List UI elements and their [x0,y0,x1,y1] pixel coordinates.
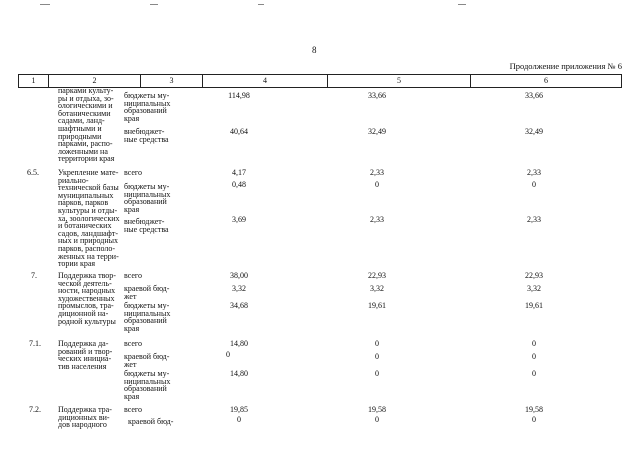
cell-col4: 14,80 [230,369,248,378]
cell-col4: 3,69 [232,215,246,224]
cell-col5: 0 [375,339,379,348]
cell-col6: 19,61 [525,301,543,310]
cell-col5: 22,93 [368,271,386,280]
header-col-1: 1 [19,75,49,87]
cell-col4: 114,98 [228,91,250,100]
header-col-5: 5 [328,75,471,87]
source-label: бюджеты му- ниципальных образований края [124,369,171,401]
source-label: краевой бюд- жет [124,352,170,369]
row-number: 7.1. [29,339,41,348]
cell-col5: 19,61 [368,301,386,310]
cell-col6: 0 [532,415,536,424]
row-number: 6.5. [27,168,39,177]
cell-col5: 0 [375,180,379,189]
cell-col6: 33,66 [525,91,543,100]
row-name: Поддержка твор- ческой деятель- ности, народных художественных промыслов, тра- диционной на- родной культуры [58,271,116,326]
cell-col4: 0 [226,350,230,359]
scan-mark [458,4,466,5]
row-name: Укрепление мате- риально- технической базы муниципальных парков, парков культуры и отды- ха, зоологических и ботанических садов, ландшафт- ных и природных парков, располо- женных на терри- тории края [58,168,120,269]
row-name: Поддержка да- рований и твор- ческих инициа- тив населения [58,339,113,371]
cell-col4: 3,32 [232,284,246,293]
source-label: краевой бюд- жет [124,284,170,301]
cell-col5: 0 [375,352,379,361]
cell-col5: 2,33 [370,168,384,177]
source-label: всего [124,168,143,177]
cell-col4: 40,64 [230,127,248,136]
cell-col5: 0 [375,369,379,378]
cell-col4: 34,68 [230,301,248,310]
row-name: Поддержка тра- диционных ви- дов народного [58,405,112,430]
cell-col6: 0 [532,369,536,378]
cell-col6: 2,33 [527,168,541,177]
cell-col4: 19,85 [230,405,248,414]
cell-col6: 19,58 [525,405,543,414]
scan-mark [150,4,158,5]
row-number: 7.2. [29,405,41,414]
source-label: всего [124,339,143,348]
source-label: бюджеты му- ниципальных образований края [124,91,171,123]
source-label: всего [124,271,143,280]
cell-col6: 0 [532,352,536,361]
source-label: внебюджет- ные средства [124,217,169,234]
row-name: парками культу- ры и отдыха, зо- ологическими и ботаническими садами, ланд- шафтными и природными парками, распо- ложенными на территории края [58,86,115,164]
row-number: 7. [31,271,37,280]
cell-col4: 38,00 [230,271,248,280]
source-label: бюджеты му- ниципальных образований края [124,182,171,214]
cell-col6: 0 [532,339,536,348]
cell-col5: 32,49 [368,127,386,136]
cell-col6: 32,49 [525,127,543,136]
source-label: внебюджет- ные средства [124,127,169,144]
header-col-6: 6 [544,76,548,85]
scan-mark [258,4,264,5]
continuation-caption: Продолжение приложения № 6 [509,61,622,71]
cell-col4: 14,80 [230,339,248,348]
cell-col5: 0 [375,415,379,424]
header-col-2: 2 [49,75,141,87]
cell-col6: 0 [532,180,536,189]
cell-col5: 2,33 [370,215,384,224]
cell-col4: 4,17 [232,168,246,177]
source-label: всего [124,405,143,414]
scan-mark [40,4,50,5]
page-number: 8 [312,45,317,55]
cell-col5: 3,32 [370,284,384,293]
header-col-4: 4 [203,75,328,87]
cell-col6: 3,32 [527,284,541,293]
cell-col6: 22,93 [525,271,543,280]
source-label: бюджеты му- ниципальных образований края [124,301,171,333]
cell-col5: 19,58 [368,405,386,414]
header-col-3: 3 [141,75,203,87]
cell-col4: 0,48 [232,180,246,189]
source-label: краевой бюд- [128,417,174,426]
cell-col6: 2,33 [527,215,541,224]
cell-col4: 0 [237,415,241,424]
cell-col5: 33,66 [368,91,386,100]
